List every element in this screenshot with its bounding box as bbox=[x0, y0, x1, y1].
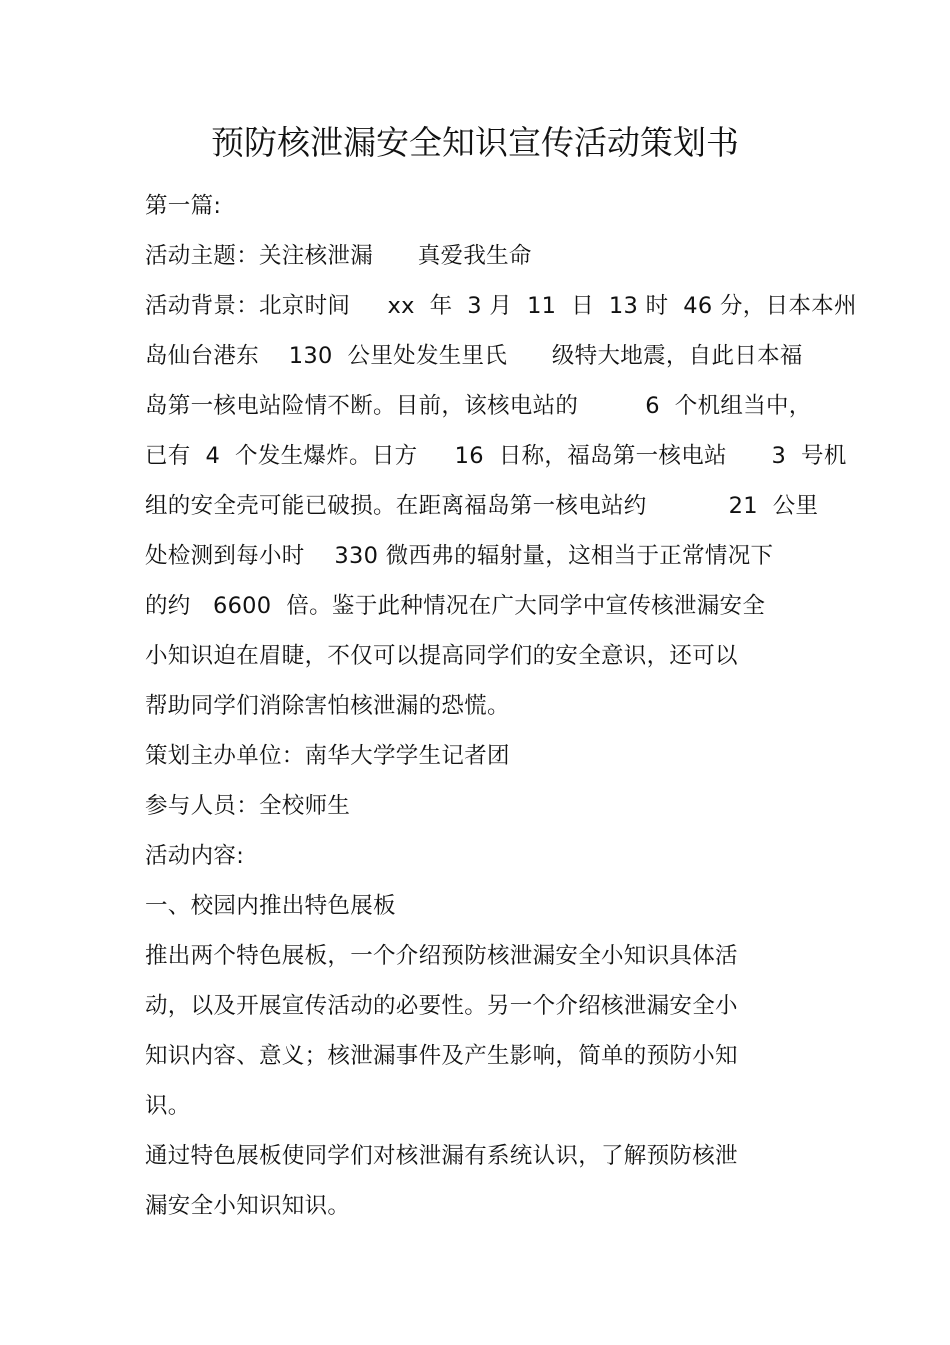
section-heading: 第一篇: bbox=[145, 193, 222, 219]
paragraph-line: 识。 bbox=[145, 1093, 191, 1119]
activity-content-heading: 活动内容: bbox=[145, 843, 245, 869]
paragraph-line: 通过特色展板使同学们对核泄漏有系统认识，了解预防核泄 bbox=[145, 1143, 738, 1169]
subsection-heading: 一、校园内推出特色展板 bbox=[145, 893, 396, 919]
organizer-line: 策划主办单位：南华大学学生记者团 bbox=[145, 743, 510, 769]
paragraph-line: 帮助同学们消除害怕核泄漏的恐慌。 bbox=[145, 693, 510, 719]
paragraph-line: 处检测到每小时 330 微西弗的辐射量，这相当于正常情况下 bbox=[145, 543, 774, 569]
paragraph-line: 小知识迫在眉睫，不仅可以提高同学们的安全意识，还可以 bbox=[145, 643, 738, 669]
paragraph-line: 已有 4 个发生爆炸。日方 16 日称，福岛第一核电站 3 号机 bbox=[145, 443, 847, 469]
paragraph-line: 岛第一核电站险情不断。目前，该核电站的 6 个机组当中， bbox=[145, 393, 812, 419]
paragraph-line: 活动背景：北京时间 xx 年 3 月 11 日 13 时 46 分，日本本州 bbox=[145, 293, 857, 319]
activity-theme: 活动主题：关注核泄漏 真爱我生命 bbox=[145, 243, 532, 269]
paragraph-line: 知识内容、意义；核泄漏事件及产生影响，简单的预防小知 bbox=[145, 1043, 738, 1069]
paragraph-line: 组的安全壳可能已破损。在距离福岛第一核电站约 21 公里 bbox=[145, 493, 819, 519]
paragraph-line: 推出两个特色展板，一个介绍预防核泄漏安全小知识具体活 bbox=[145, 943, 738, 969]
paragraph-line: 岛仙台港东 130 公里处发生里氏 级特大地震，自此日本福 bbox=[145, 343, 803, 369]
paragraph-line: 动，以及开展宣传活动的必要性。另一个介绍核泄漏安全小 bbox=[145, 993, 738, 1019]
paragraph-line: 漏安全小知识知识。 bbox=[145, 1193, 351, 1219]
document-title: 预防核泄漏安全知识宣传活动策划书 bbox=[211, 123, 739, 162]
participants-line: 参与人员：全校师生 bbox=[145, 793, 351, 819]
paragraph-line: 的约 6600 倍。鉴于此种情况在广大同学中宣传核泄漏安全 bbox=[145, 593, 766, 619]
